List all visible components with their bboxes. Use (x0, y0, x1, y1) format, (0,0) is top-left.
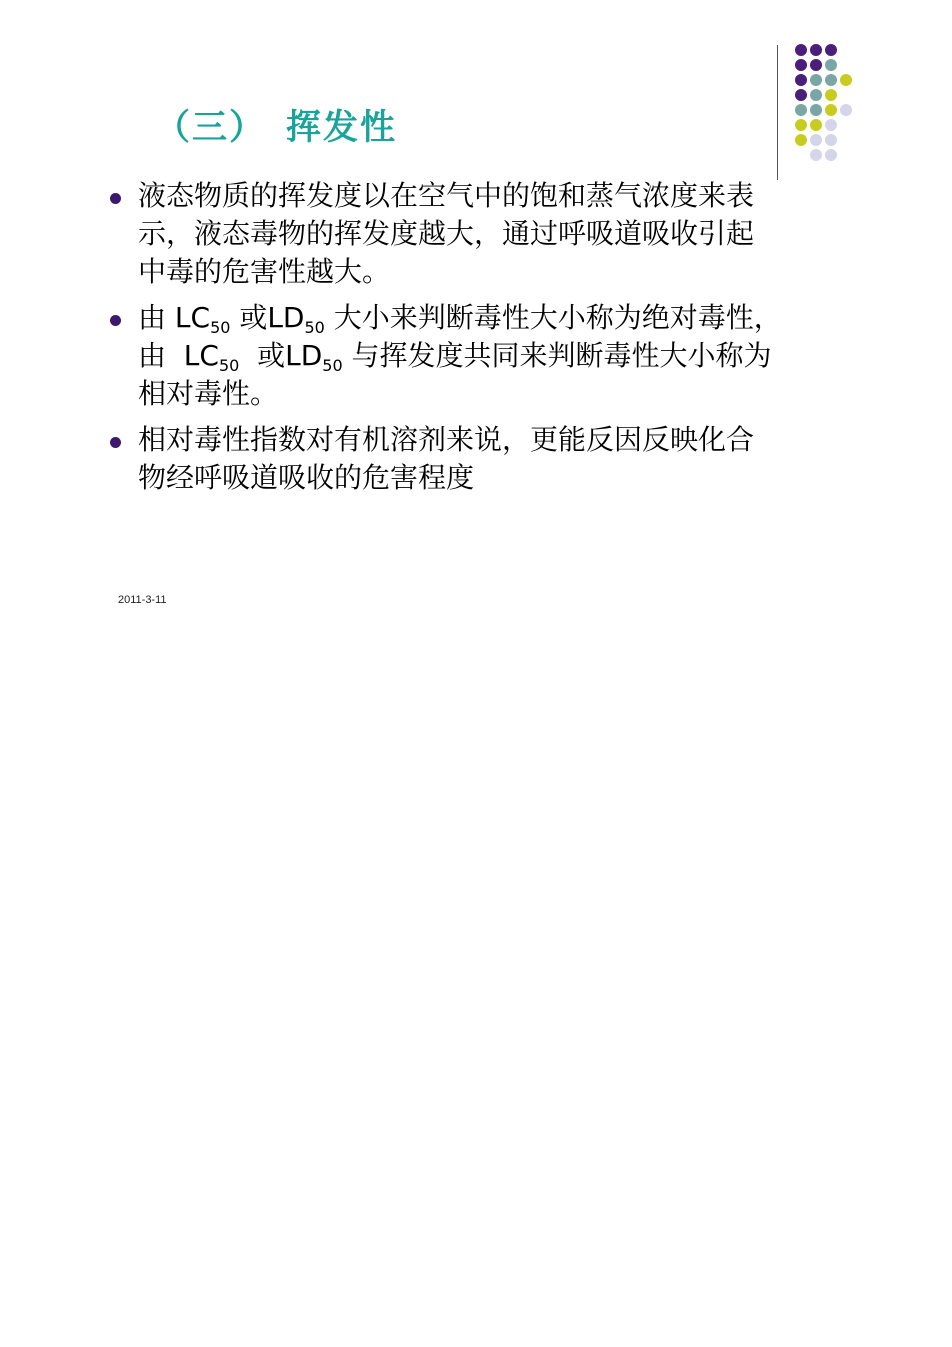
bullet-text-line: 相对毒性指数对有机溶剂来说，更能反因反映化合 (138, 423, 755, 456)
bullet-text-line: 中毒的危害性越大。 (138, 255, 391, 288)
text-segment: 由 LC (138, 339, 219, 372)
decor-dot (810, 149, 822, 161)
decor-dot (810, 134, 822, 146)
subscript: 50 (218, 356, 240, 375)
decor-dot (825, 74, 837, 86)
bullet-dot (110, 193, 121, 204)
bullet-text-line (138, 299, 868, 337)
decor-dot (825, 44, 837, 56)
decor-dot (810, 74, 822, 86)
decor-dot (810, 89, 822, 101)
decor-divider-line (777, 45, 778, 180)
title-text: 挥发性 (286, 108, 398, 148)
text-segment: 或LD (239, 339, 323, 372)
text-segment: 或LD (230, 301, 305, 334)
text-segment: 由 LC (138, 301, 211, 334)
bullet-dot (110, 437, 121, 448)
decor-dot (825, 134, 837, 146)
subscript: 50 (210, 318, 231, 337)
text-segment: 大小来判断毒性大小称为绝对毒性， (324, 301, 782, 334)
decor-dot (840, 74, 852, 86)
decor-dot (810, 44, 822, 56)
text-segment: 与挥发度共同来判断毒性大小称为 (342, 339, 772, 372)
decor-dot (825, 149, 837, 161)
bullet-text-line: 物经呼吸道吸收的危害程度 (138, 461, 475, 494)
decor-dot (840, 104, 852, 116)
decor-dot (795, 74, 807, 86)
bullet-dot (110, 315, 121, 326)
decor-dot (825, 119, 837, 131)
bullet-text-line (138, 337, 868, 375)
subscript: 50 (322, 356, 343, 375)
subscript: 50 (304, 318, 325, 337)
slide-title (155, 100, 397, 150)
bullet-text-line: 液态物质的挥发度以在空气中的饱和蒸气浓度来表 (138, 179, 755, 212)
bullet-list (108, 177, 868, 505)
decor-dot (825, 59, 837, 71)
decor-dot (795, 44, 807, 56)
decor-dot (795, 89, 807, 101)
decor-dot (810, 119, 822, 131)
slide (0, 0, 952, 640)
decor-dot (810, 59, 822, 71)
decor-dot (810, 104, 822, 116)
decor-dot (825, 89, 837, 101)
bullet-text-line: 相对毒性。 (138, 377, 279, 410)
decor-dot (825, 104, 837, 116)
bullet-item-volatility-definition (108, 177, 868, 291)
bullet-item-relative-toxicity-index (108, 421, 868, 497)
decor-dot (795, 119, 807, 131)
decor-dot (795, 104, 807, 116)
bullet-text-line: 示，液态毒物的挥发度越大，通过呼吸道吸收引起 (138, 217, 755, 250)
footer-date: 2011-3-11 (118, 594, 167, 606)
bullet-item-absolute-relative-toxicity (108, 299, 868, 413)
decor-dot (795, 134, 807, 146)
decor-dot (795, 59, 807, 71)
title-number: （三） (155, 108, 267, 148)
